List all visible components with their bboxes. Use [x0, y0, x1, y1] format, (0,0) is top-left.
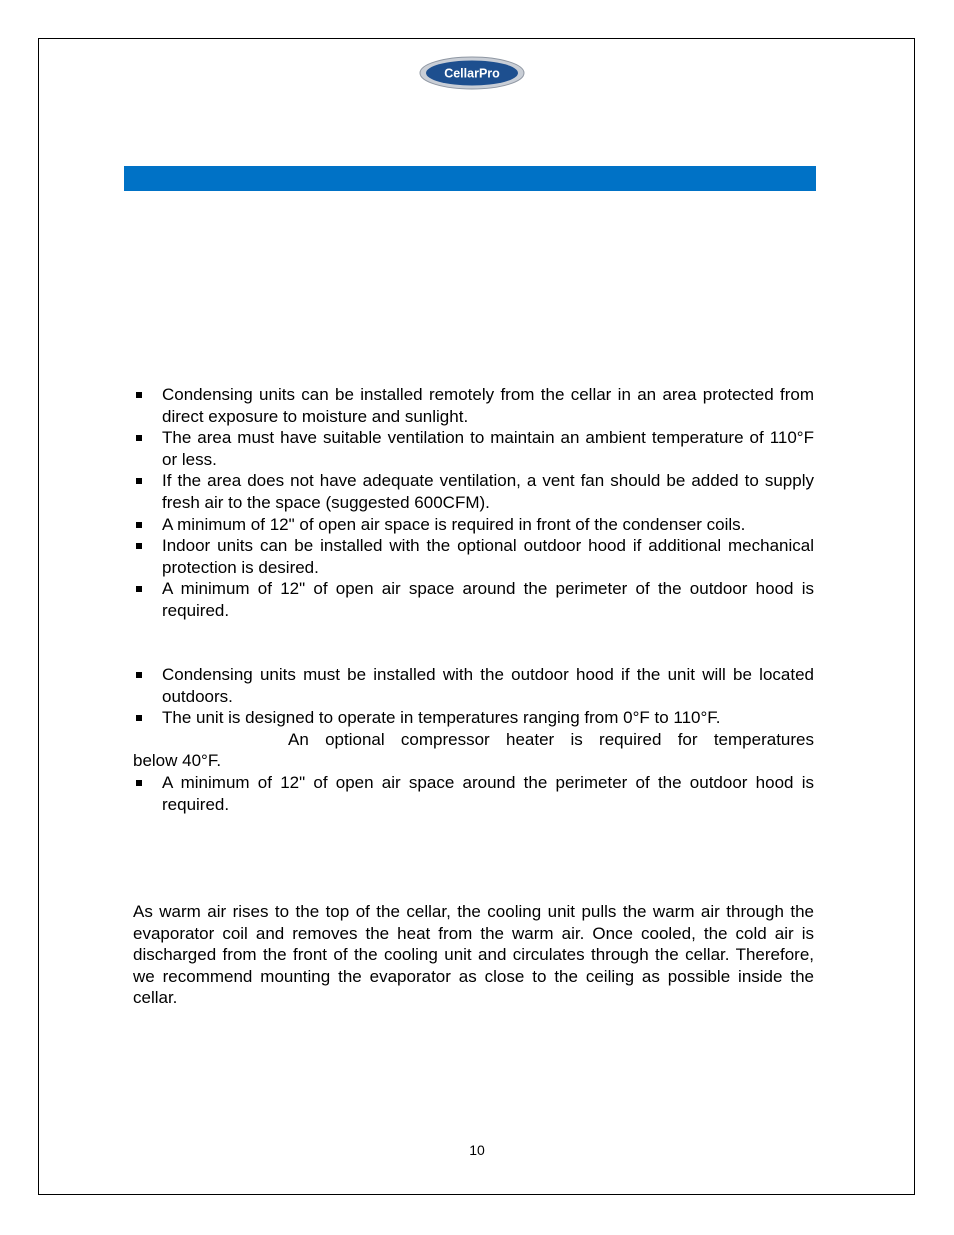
list-item: Condensing units must be installed with the outdoor hood if the unit will be located outdoors.: [133, 664, 814, 707]
bullet-line-text: An optional compressor heater is required for temperatures: [288, 729, 814, 749]
square-bullet-icon: [136, 672, 142, 678]
list-item: [133, 707, 814, 772]
square-bullet-icon: [136, 543, 142, 549]
list-item: The area must have suitable ventilation to maintain an ambient temperature of 110°F or less.: [133, 427, 814, 470]
list-item: If the area does not have adequate ventilation, a vent fan should be added to supply fresh air to the space (suggested 600CFM).: [133, 470, 814, 513]
list-item: A minimum of 12" of open air space is required in front of the condenser coils.: [133, 514, 814, 536]
square-bullet-icon: [136, 715, 142, 721]
outdoor-installation-list: [133, 664, 814, 815]
page-number: 10: [469, 1142, 485, 1158]
square-bullet-icon: [136, 522, 142, 528]
bullet-line: [133, 729, 814, 751]
square-bullet-icon: [136, 586, 142, 592]
bullet-line: below 40°F.: [133, 751, 222, 771]
square-bullet-icon: [136, 780, 142, 786]
list-item: Condensing units can be installed remotely from the cellar in an area protected from direct exposure to moisture and sunlight.: [133, 384, 814, 427]
indoor-installation-list: [133, 384, 814, 622]
logo-text: CellarPro: [444, 66, 500, 81]
square-bullet-icon: [136, 392, 142, 398]
bullet-line: The unit is designed to operate in temperatures ranging from 0°F to 110°F.: [162, 708, 721, 728]
list-item: A minimum of 12" of open air space around the perimeter of the outdoor hood is required.: [133, 772, 814, 815]
cellarpro-logo: [419, 56, 525, 90]
evaporator-mounting-paragraph: As warm air rises to the top of the cellar, the cooling unit pulls the warm air through the evaporator coil and removes the heat from the warm air. Once cooled, the cold air is discharged from the front of the cooling unit and circulates through the cellar. Therefore, we recommend mounting the evaporator as close to the ceiling as possible inside the cellar.: [133, 902, 814, 1008]
section-header-band: [124, 166, 816, 191]
square-bullet-icon: [136, 478, 142, 484]
square-bullet-icon: [136, 435, 142, 441]
list-item: Indoor units can be installed with the optional outdoor hood if additional mechanical protection is desired.: [133, 535, 814, 578]
list-item: A minimum of 12" of open air space around the perimeter of the outdoor hood is required.: [133, 578, 814, 621]
